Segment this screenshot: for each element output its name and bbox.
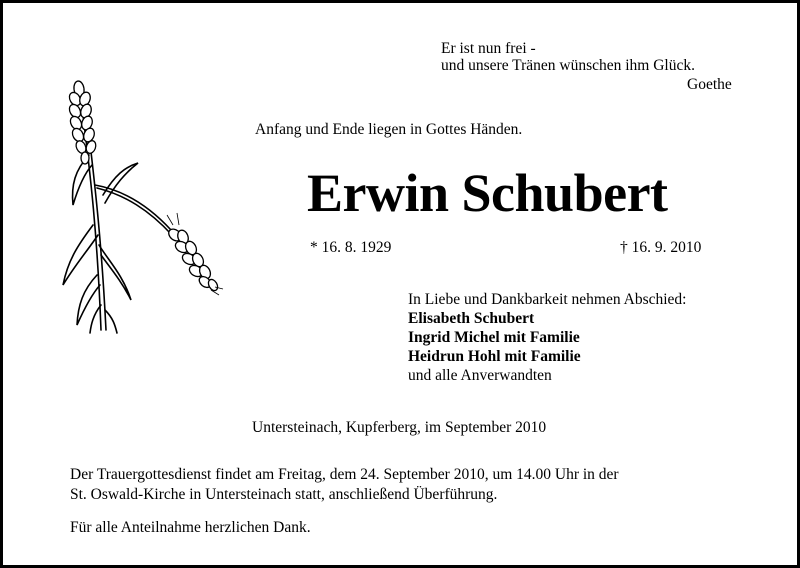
quote-line-2: und unsere Tränen wünschen ihm Glück. bbox=[441, 57, 695, 74]
mourners-intro: In Liebe und Dankbarkeit nehmen Abschied: bbox=[408, 291, 687, 308]
wheat-stalks-icon bbox=[53, 75, 228, 335]
thanks-line: Für alle Anteilnahme herzlichen Dank. bbox=[70, 519, 311, 536]
place-and-date: Untersteinach, Kupferberg, im September 2010 bbox=[252, 419, 547, 436]
mourner-name: Elisabeth Schubert bbox=[408, 310, 535, 327]
quote-author: Goethe bbox=[687, 76, 732, 93]
mourner-name: Heidrun Hohl mit Familie bbox=[408, 348, 581, 365]
motto-line: Anfang und Ende liegen in Gottes Händen. bbox=[255, 121, 523, 138]
death-date: † 16. 9. 2010 bbox=[620, 239, 702, 256]
quote-line-1: Er ist nun frei - bbox=[441, 40, 536, 57]
funeral-service-info bbox=[70, 465, 619, 504]
birth-date: * 16. 8. 1929 bbox=[310, 239, 392, 256]
mourner-name: Ingrid Michel mit Familie bbox=[408, 329, 580, 346]
service-line-2: St. Oswald-Kirche in Untersteinach statt, anschließend Überführung. bbox=[70, 485, 498, 503]
mourners-closing: und alle Anverwandten bbox=[408, 367, 552, 384]
deceased-name: Erwin Schubert bbox=[307, 163, 668, 223]
mourners-block bbox=[408, 290, 687, 385]
goethe-quote bbox=[441, 40, 732, 93]
service-line-1: Der Trauergottesdienst findet am Freitag, dem 24. September 2010, um 14.00 Uhr in der bbox=[70, 466, 619, 483]
